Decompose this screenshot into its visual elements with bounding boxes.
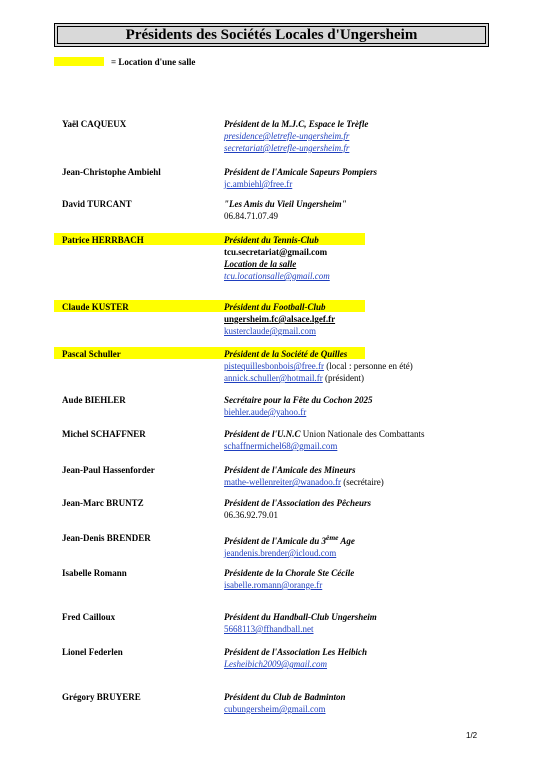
- email-link[interactable]: pistequillesbonbois@free.fr: [224, 361, 325, 371]
- legend: [54, 56, 195, 67]
- president-name: David TURCANT: [62, 199, 132, 209]
- email-link[interactable]: 5668113@ffhandball.net: [224, 624, 314, 634]
- detail-line: [224, 623, 377, 635]
- page-number: 1/2: [466, 731, 478, 740]
- detail-line: [224, 142, 368, 154]
- email-link[interactable]: secretariat@letrefle-ungersheim.fr: [224, 143, 350, 153]
- detail-line: [224, 658, 367, 670]
- email-link[interactable]: biehler.aude@yahoo.fr: [224, 407, 307, 417]
- president-details: [224, 301, 335, 337]
- detail-line: [224, 313, 335, 325]
- president-details: [224, 497, 371, 521]
- president-details: [224, 611, 377, 635]
- legend-label: = Location d'une salle: [111, 56, 196, 67]
- society-role: Président de l'Association des Pêcheurs: [224, 498, 371, 508]
- detail-line: [224, 372, 413, 384]
- detail-line: [224, 270, 330, 282]
- email-link[interactable]: jc.ambiehl@free.fr: [224, 179, 293, 189]
- president-name: Pascal Schuller: [62, 349, 121, 359]
- role-line: [224, 166, 377, 178]
- president-name: Yaël CAQUEUX: [62, 119, 127, 129]
- detail-line: [224, 547, 355, 559]
- detail-note: (secrétaire): [340, 477, 384, 487]
- role-line: [224, 428, 424, 440]
- phone-number: 06.36.92.79.01: [224, 510, 278, 520]
- president-name: Lionel Federlen: [62, 647, 123, 657]
- role-line: [224, 348, 413, 360]
- role-line: [224, 234, 330, 246]
- role-superscript: ème: [326, 533, 339, 542]
- president-name: Isabelle Romann: [62, 568, 127, 578]
- rental-label: Location de la salle: [224, 259, 297, 269]
- society-role: Secrétaire pour la Fête du Cochon 2025: [224, 395, 373, 405]
- legend-highlight-swatch: [54, 57, 104, 66]
- society-role: Président de la M.J.C, Espace le Trèfle: [224, 119, 369, 129]
- role-line: [224, 118, 368, 130]
- role-line: [224, 497, 371, 509]
- detail-line: [224, 178, 377, 190]
- president-details: [224, 198, 347, 222]
- detail-note: (président): [322, 373, 364, 383]
- president-details: [224, 394, 373, 418]
- president-details: [224, 118, 368, 154]
- email-link[interactable]: Lesheibich2009@gmail.com: [224, 659, 328, 669]
- detail-line: [224, 130, 368, 142]
- role-line: [224, 691, 346, 703]
- president-name: Patrice HERRBACH: [62, 235, 144, 245]
- society-role: "Les Amis du Vieil Ungersheim": [224, 199, 347, 209]
- detail-line: [224, 325, 335, 337]
- page-title: Présidents des Sociétés Locales d'Ungersheim: [57, 26, 486, 44]
- detail-line: [224, 703, 346, 715]
- society-role: Président du Tennis-Club: [224, 235, 319, 245]
- role-tail: Age: [338, 536, 355, 546]
- president-details: [224, 532, 355, 559]
- role-line: [224, 394, 373, 406]
- society-role: Président de l'Amicale du 3: [224, 536, 326, 546]
- email-link[interactable]: schaffnermichel68@gmail.com: [224, 441, 338, 451]
- role-line: [224, 567, 354, 579]
- president-name: Claude KUSTER: [62, 302, 129, 312]
- role-line: [224, 532, 355, 547]
- role-line: [224, 611, 377, 623]
- detail-line: [224, 406, 373, 418]
- email-link[interactable]: mathe-wellenreiter@wanadoo.fr: [224, 477, 341, 487]
- role-line: [224, 301, 335, 313]
- email-text: tcu.secretariat@gmail.com: [224, 247, 328, 257]
- role-line: [224, 198, 347, 210]
- detail-line: [224, 440, 424, 452]
- email-link[interactable]: kusterclaude@gmail.com: [224, 326, 317, 336]
- president-name: Jean-Marc BRUNTZ: [62, 498, 144, 508]
- phone-number: 06.84.71.07.49: [224, 211, 278, 221]
- email-link[interactable]: annick.schuller@hotmail.fr: [224, 373, 323, 383]
- detail-line: [224, 210, 347, 222]
- role-line: [224, 464, 384, 476]
- detail-line: [224, 360, 413, 372]
- society-role: Président du Football-Club: [224, 302, 326, 312]
- society-role: Président de la Société de Quilles: [224, 349, 348, 359]
- society-role: Président de l'Association Les Heibich: [224, 647, 367, 657]
- society-role: Président de l'U.N.C: [224, 429, 301, 439]
- society-role: Président de l'Amicale Sapeurs Pompiers: [224, 167, 377, 177]
- society-role: Présidente de la Chorale Ste Cécile: [224, 568, 355, 578]
- president-name: Jean-Christophe Ambiehl: [62, 167, 161, 177]
- detail-line: [224, 258, 330, 270]
- detail-line: [224, 476, 384, 488]
- president-details: [224, 166, 377, 190]
- president-name: Jean-Denis BRENDER: [62, 533, 151, 543]
- president-name: Aude BIEHLER: [62, 395, 126, 405]
- president-details: [224, 234, 330, 282]
- president-details: [224, 464, 384, 488]
- role-suffix: Union Nationale des Combattants: [300, 429, 425, 439]
- email-link[interactable]: presidence@letrefle-ungersheim.fr: [224, 131, 350, 141]
- president-details: [224, 691, 346, 715]
- president-name: Michel SCHAFFNER: [62, 429, 146, 439]
- email-link[interactable]: cubungersheim@gmail.com: [224, 704, 326, 714]
- president-name: Jean-Paul Hassenforder: [62, 465, 155, 475]
- president-details: [224, 428, 424, 452]
- email-text: ungersheim.fc@alsace.lgef.fr: [224, 314, 336, 324]
- president-name: Fred Cailloux: [62, 612, 116, 622]
- email-link[interactable]: isabelle.romann@orange.fr: [224, 580, 323, 590]
- society-role: Président du Handball-Club Ungersheim: [224, 612, 377, 622]
- email-link[interactable]: jeandenis.brender@icloud.com: [224, 548, 337, 558]
- detail-line: [224, 579, 354, 591]
- president-details: [224, 567, 354, 591]
- title-box: [54, 23, 489, 47]
- president-details: [224, 646, 367, 670]
- president-name: Grégory BRUYERE: [62, 692, 141, 702]
- society-role: Président du Club de Badminton: [224, 692, 346, 702]
- detail-note: (local : personne en été): [324, 361, 413, 371]
- role-line: [224, 646, 367, 658]
- society-role: Président de l'Amicale des Mineurs: [224, 465, 356, 475]
- detail-line: [224, 246, 330, 258]
- detail-line: [224, 509, 371, 521]
- president-details: [224, 348, 413, 384]
- email-link[interactable]: tcu.locationsalle@gmail.com: [224, 271, 330, 281]
